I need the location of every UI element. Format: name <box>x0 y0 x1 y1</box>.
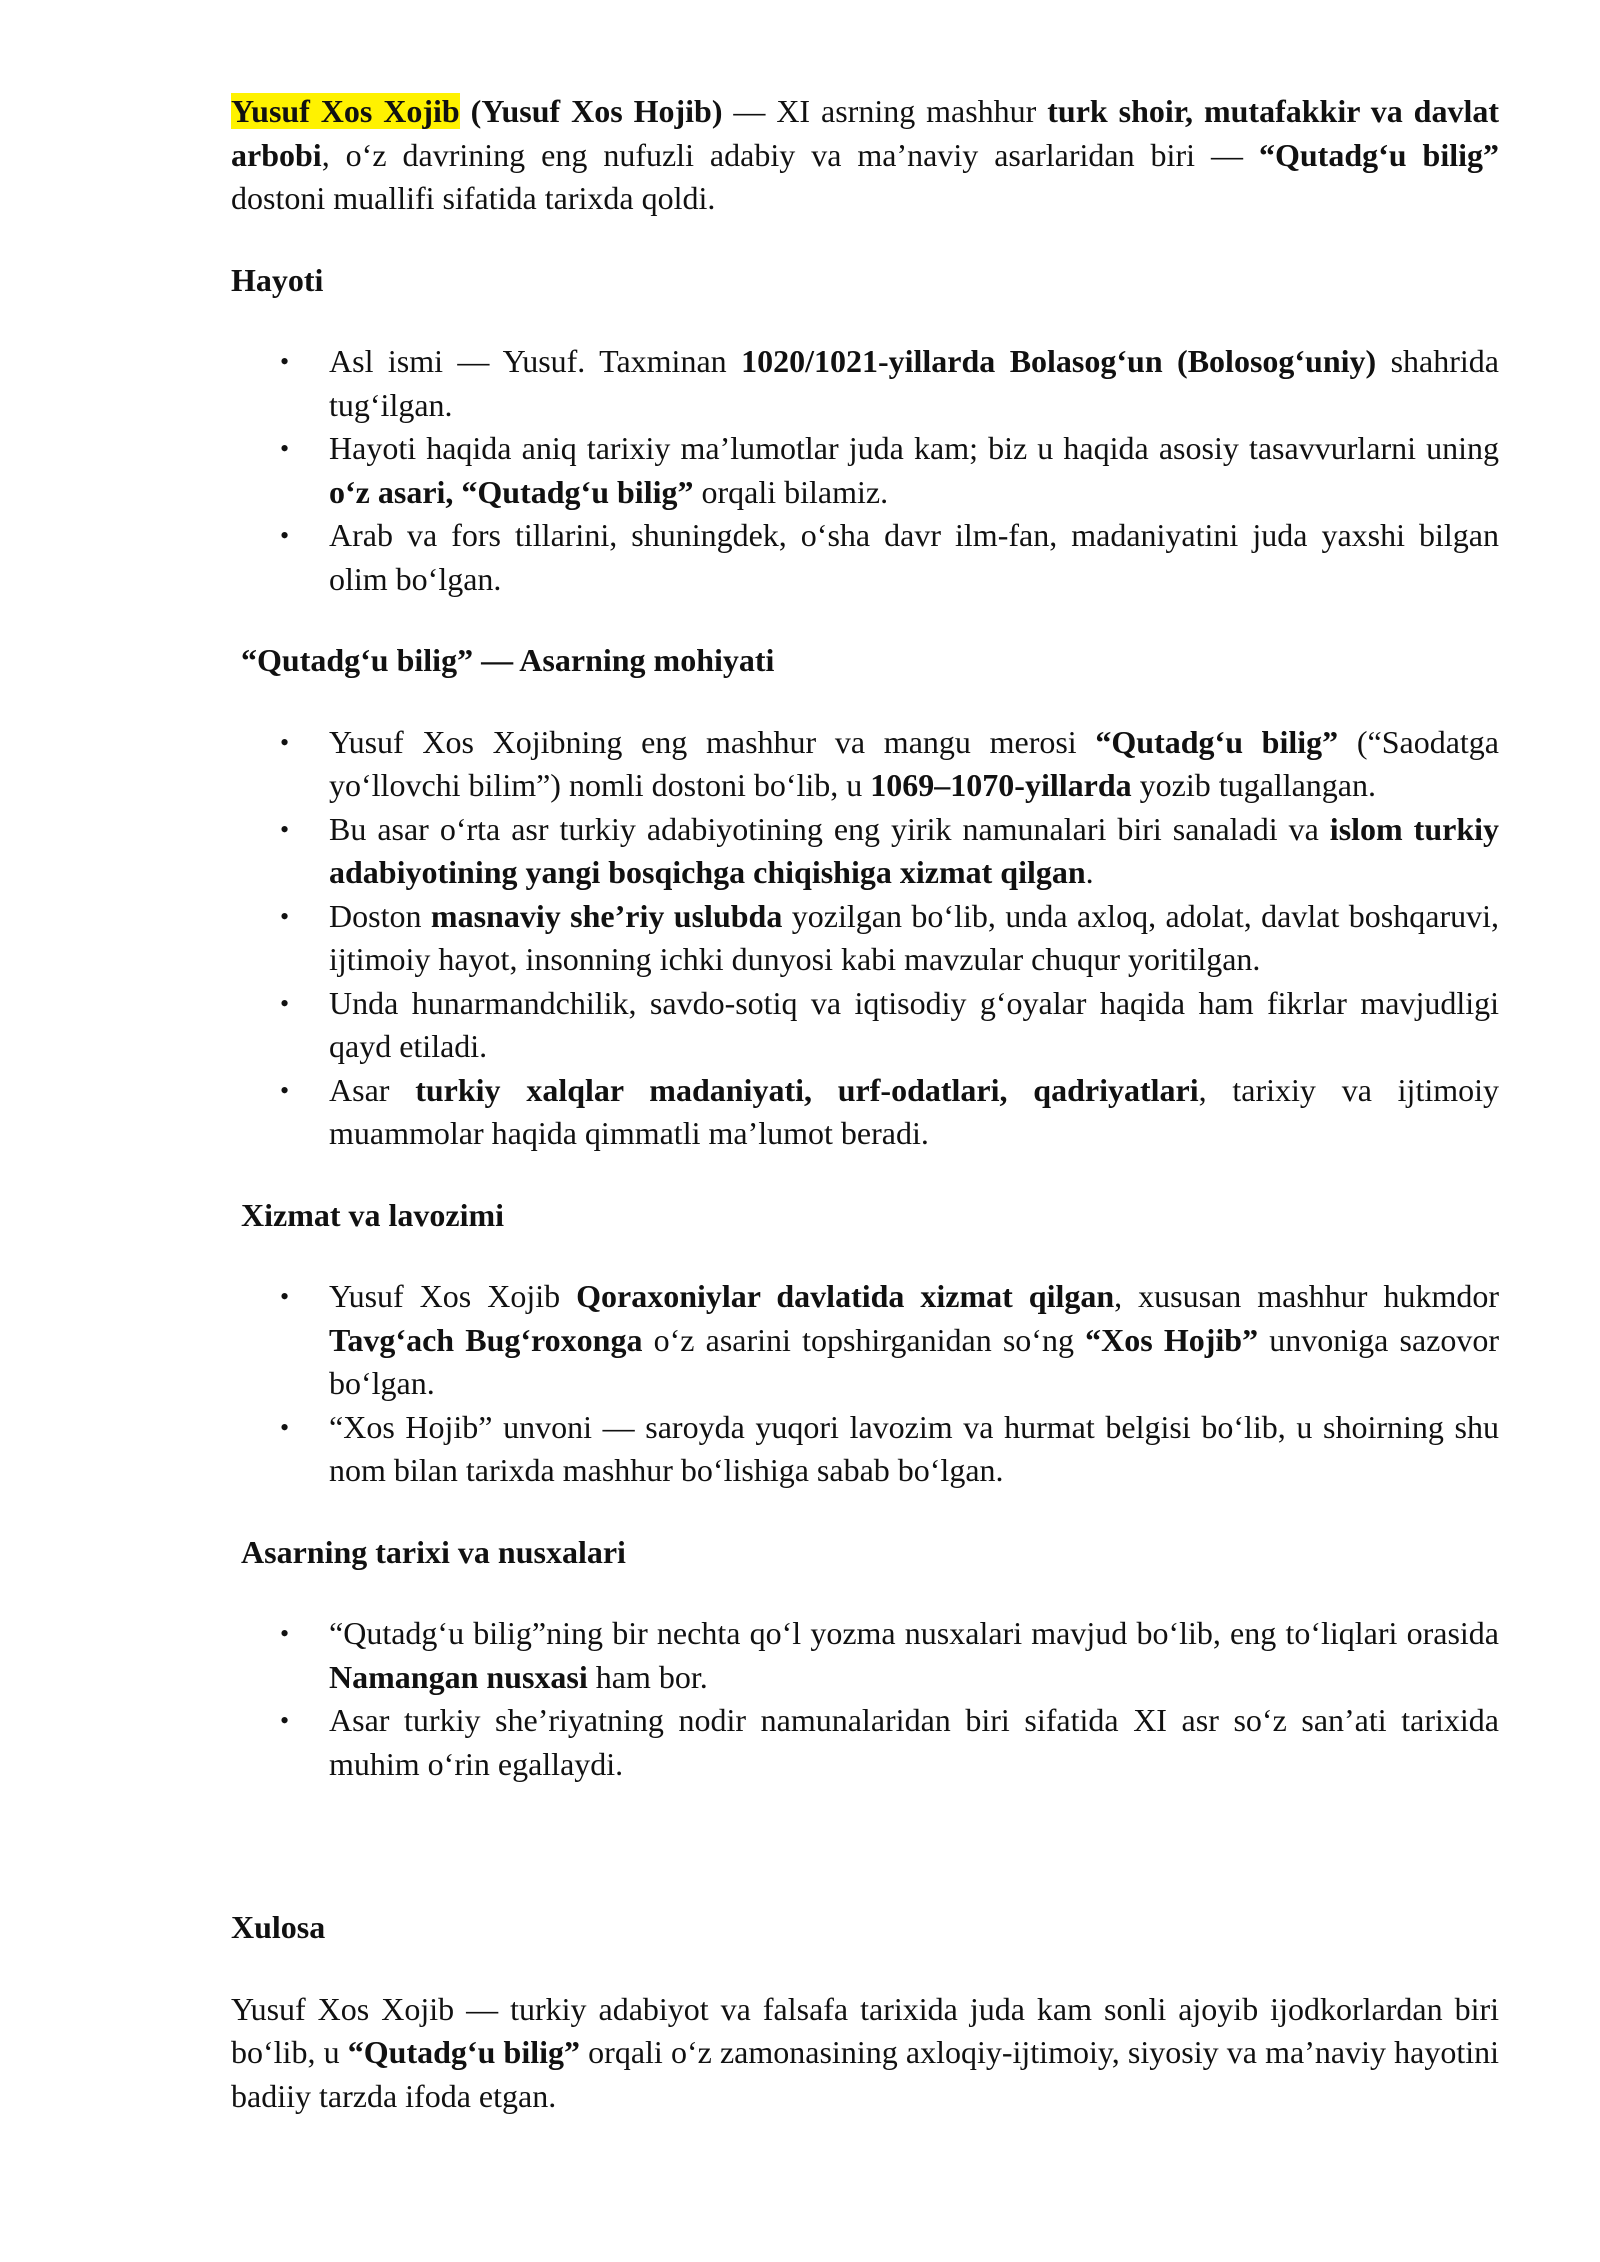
bullet-icon: • <box>280 434 290 463</box>
list-item: • “Qutadg‘u bilig”ning bir nechta qo‘l yozma nusxalari mavjud bo‘lib, eng to‘liqlari orasida Namangan nusxasi ham bor. <box>329 1612 1499 1699</box>
list-item: • Arab va fors tillarini, shuningdek, o‘sha davr ilm-fan, madaniyatini juda yaxshi bilgan olim bo‘lgan. <box>329 514 1499 601</box>
bullet-icon: • <box>280 1619 290 1648</box>
bullet-icon: • <box>280 901 290 931</box>
bullet-icon: • <box>280 1706 290 1735</box>
list-item: • Yusuf Xos Xojibning eng mashhur va mangu merosi “Qutadg‘u bilig” (“Saodatga yo‘llovchi bilim”) nomli dostoni bo‘lib, u 1069–1070-yillarda yozib tugallangan. <box>329 721 1499 808</box>
intro-paragraph: Yusuf Xos Xojib (Yusuf Xos Hojib) — XI asrning mashhur turk shoir, mutafakkir va davlat arbobi, o‘z davrining eng nufuzli adabiy va ma’naviy asarlaridan biri — “Qutadg‘u bilig” dostoni muallifi sifatida tarixda qoldi. <box>231 93 1500 216</box>
conclusion-paragraph: Yusuf Xos Xojib — turkiy adabiyot va falsafa tarixida juda kam sonli ajoyib ijodkorlardan biri bo‘lib, u “Qutadg‘u bilig” orqali o‘z zamonasining axloqiy-ijtimoiy, siyosiy va ma’naviy hayotini badiiy tarzda ifoda etgan. <box>231 1990 1500 2114</box>
list-item: • Yusuf Xos Xojib Qoraxoniylar davlatida xizmat qilgan, xususan mashhur hukmdor Tavg‘ach Bug‘roxonga o‘z asarini topshirganidan so‘ng “Xos Hojib” unvoniga sazovor bo‘lgan. <box>329 1275 1499 1406</box>
section-heading-hayoti: Hayoti <box>231 261 324 298</box>
list-item: • Asar turkiy xalqlar madaniyati, urf-odatlari, qadriyatlari, tarixiy va ijtimoiy muammolar haqida qimmatli ma’lumot beradi. <box>329 1069 1499 1156</box>
list-nusxalar <box>231 1612 1499 1786</box>
list-hayoti <box>231 340 1499 601</box>
list-xizmat <box>231 1275 1499 1493</box>
highlighted-name: Yusuf Xos Xojib <box>231 93 460 129</box>
list-item: • “Xos Hojib” unvoni — saroyda yuqori lavozim va hurmat belgisi bo‘lib, u shoirning shu nom bilan tarixda mashhur bo‘lishiga sabab bo‘lgan. <box>329 1406 1499 1493</box>
section-heading-xizmat: Xizmat va lavozimi <box>241 1196 505 1233</box>
section-heading-xulosa: Xulosa <box>231 1909 326 1945</box>
bullet-icon: • <box>280 1412 290 1442</box>
list-item: • Bu asar o‘rta asr turkiy adabiyotining eng yirik namunalari biri sanaladi va islom turkiy adabiyotining yangi bosqichga chiqishiga xizmat qilgan. <box>329 808 1499 895</box>
section-heading-nusxalar: Asarning tarixi va nusxalari <box>241 1533 626 1570</box>
list-item: • Doston masnaviy she’riy uslubda yozilgan bo‘lib, unda axloq, adolat, davlat boshqaruvi, ijtimoiy hayot, insonning ichki dunyosi kabi mavzular chuqur yoritilgan. <box>329 895 1499 982</box>
bullet-icon: • <box>280 1075 290 1105</box>
bullet-icon: • <box>280 1282 290 1311</box>
bullet-icon: • <box>280 988 290 1018</box>
bullet-icon: • <box>280 727 290 757</box>
list-item: • Asar turkiy she’riyatning nodir namunalaridan biri sifatida XI asr so‘z san’ati tarixida muhim o‘rin egallaydi. <box>329 1699 1499 1786</box>
spacer <box>231 1824 1499 1906</box>
list-item: • Asl ismi — Yusuf. Taxminan 1020/1021-yillarda Bolasog‘un (Bolosog‘uniy) shahrida tug‘ilgan. <box>329 340 1499 427</box>
document-page <box>231 90 1499 2118</box>
list-item: • Hayoti haqida aniq tarixiy ma’lumotlar juda kam; biz u haqida asosiy tasavvurlarni uning o‘z asari, “Qutadg‘u bilig” orqali bilamiz. <box>329 427 1499 514</box>
bullet-icon: • <box>280 814 290 844</box>
bullet-icon: • <box>280 347 290 376</box>
section-heading-mohiyat: “Qutadg‘u bilig” — Asarning mohiyati <box>241 642 775 678</box>
list-item: • Unda hunarmandchilik, savdo-sotiq va iqtisodiy g‘oyalar haqida ham fikrlar mavjudligi qayd etiladi. <box>329 982 1499 1069</box>
bullet-icon: • <box>280 521 290 550</box>
list-mohiyat <box>231 721 1499 1156</box>
